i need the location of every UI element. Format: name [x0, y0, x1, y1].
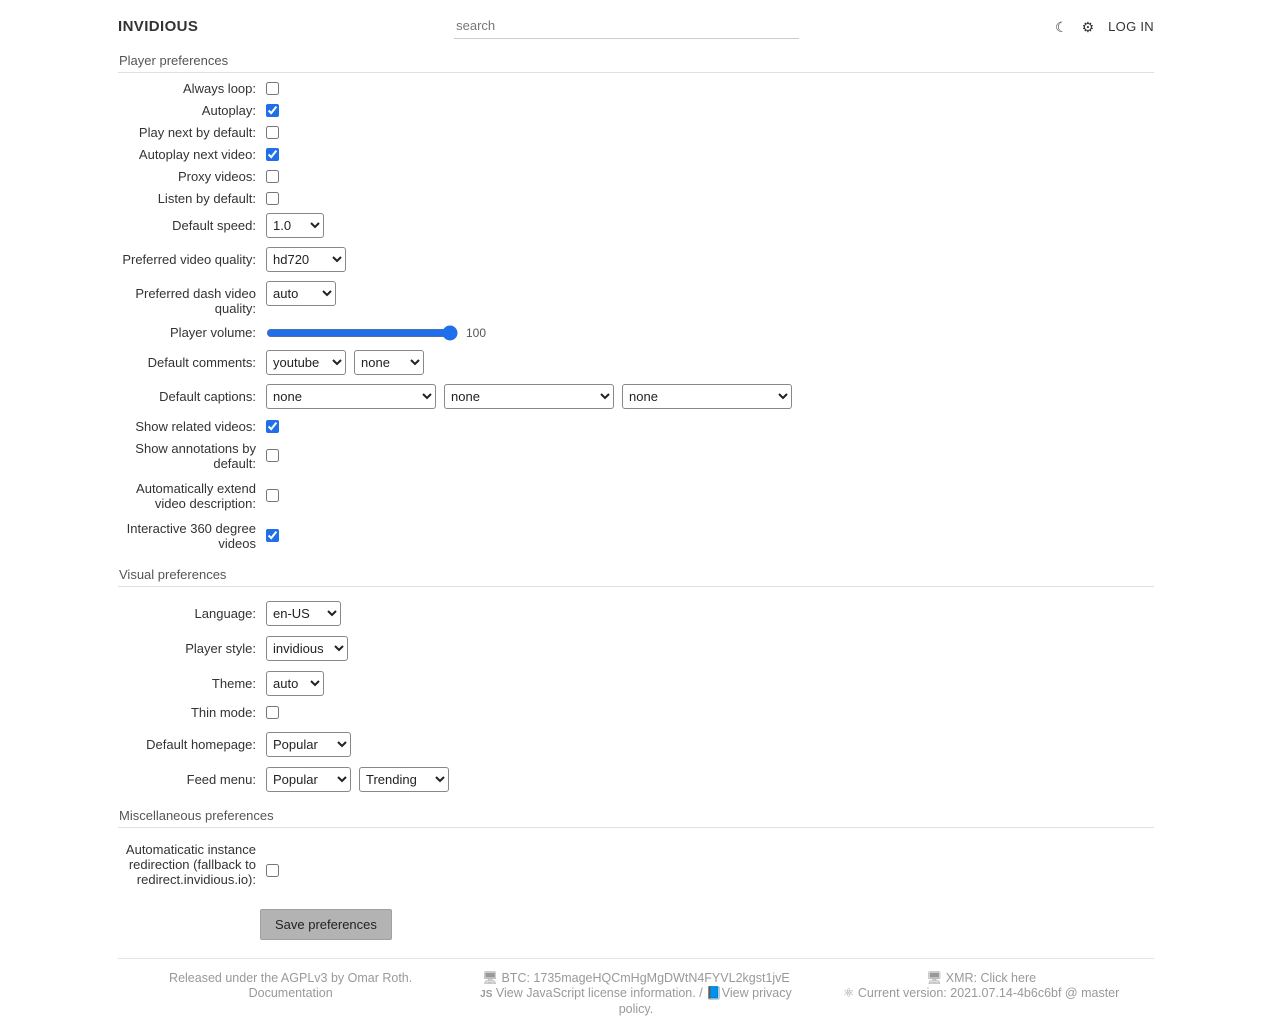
label-proxy-videos: Proxy videos: [177, 169, 256, 184]
book-icon: 📘 [706, 986, 722, 1000]
label-default-speed: Default speed: [172, 218, 256, 233]
label-listen-default: Listen by default: [157, 191, 256, 206]
label-instance-redirect: Automaticatic instance redirection (fallback to redirect.invidious.io): [125, 842, 256, 887]
js-badge-icon: JS [480, 989, 493, 1000]
footer-js-license-link[interactable]: View JavaScript license information. [495, 986, 696, 1000]
checkbox-extend-description[interactable] [266, 489, 279, 502]
row-dash-quality [118, 281, 1154, 316]
page-footer [118, 958, 1154, 1017]
select-feed-menu-2[interactable] [359, 767, 449, 792]
select-default-homepage[interactable] [266, 732, 351, 757]
footer-right [809, 971, 1154, 1001]
label-video-quality: Preferred video quality: [122, 252, 256, 267]
github-icon: ⚛ [843, 986, 855, 1000]
label-autoplay: Autoplay: [201, 103, 256, 118]
section-title-player: Player preferences [118, 49, 1154, 73]
monitor-icon: 🖥 [482, 971, 498, 985]
select-default-comments-primary[interactable] [266, 350, 346, 375]
row-default-captions [118, 384, 1154, 409]
footer-left [118, 971, 463, 1001]
label-player-volume: Player volume: [170, 325, 256, 340]
label-default-comments: Default comments: [147, 355, 256, 370]
gear-icon[interactable]: ⚙ [1081, 18, 1095, 35]
section-title-visual: Visual preferences [118, 563, 1154, 587]
row-default-comments [118, 350, 1154, 375]
footer-xmr-link[interactable]: XMR: Click here [945, 971, 1037, 985]
row-default-homepage [118, 732, 1154, 757]
row-interactive-360 [118, 521, 1154, 551]
select-default-speed[interactable] [266, 213, 324, 238]
row-player-style [118, 636, 1154, 661]
label-annotations: Show annotations by default: [135, 441, 256, 471]
row-player-volume [118, 325, 1154, 341]
select-default-captions-1[interactable] [266, 384, 436, 409]
label-theme: Theme: [211, 676, 256, 691]
label-interactive-360: Interactive 360 degree videos [126, 521, 256, 551]
label-always-loop: Always loop: [183, 81, 256, 96]
checkbox-thin-mode[interactable] [266, 706, 279, 719]
row-thin-mode [118, 705, 1154, 720]
row-autoplay [118, 103, 1154, 118]
checkbox-interactive-360[interactable] [266, 529, 279, 542]
row-proxy-videos [118, 169, 1154, 184]
misc-preferences-section [118, 804, 1154, 887]
section-title-misc: Miscellaneous preferences [118, 804, 1154, 828]
label-play-next: Play next by default: [138, 125, 256, 140]
select-dash-quality[interactable] [266, 281, 336, 306]
select-language[interactable] [266, 601, 341, 626]
row-related-videos [118, 419, 1154, 434]
save-row [118, 909, 1154, 940]
save-preferences-button[interactable]: Save preferences [260, 909, 392, 940]
checkbox-annotations[interactable] [266, 449, 279, 462]
row-default-speed [118, 213, 1154, 238]
footer-license-text: Released under the AGPLv3 by Omar Roth. [169, 971, 413, 985]
checkbox-always-loop[interactable] [266, 82, 279, 95]
player-volume-value: 100 [466, 326, 487, 340]
search-input[interactable] [454, 14, 799, 39]
footer-documentation-link[interactable]: Documentation [248, 986, 333, 1000]
select-default-comments-secondary[interactable] [354, 350, 424, 375]
brand-logo[interactable]: INVIDIOUS [118, 18, 199, 35]
select-feed-menu-1[interactable] [266, 767, 351, 792]
select-video-quality[interactable] [266, 247, 346, 272]
search-container [198, 14, 1055, 39]
label-related-videos: Show related videos: [135, 419, 256, 434]
row-listen-default [118, 191, 1154, 206]
visual-preferences-section [118, 563, 1154, 792]
footer-separator: / [699, 986, 703, 1000]
footer-version-link[interactable]: Current version: 2021.07.14-4b6c6bf @ master [857, 986, 1120, 1000]
checkbox-proxy-videos[interactable] [266, 170, 279, 183]
footer-btc-link[interactable]: BTC: 1735mageHQCmHgMgDWtN4FYVL2kgst1jvE [501, 971, 790, 985]
checkbox-instance-redirect[interactable] [266, 864, 279, 877]
checkbox-listen-default[interactable] [266, 192, 279, 205]
footer-center [463, 971, 808, 1017]
label-dash-quality: Preferred dash video quality: [135, 286, 256, 316]
moon-icon[interactable]: ☾ [1055, 18, 1068, 35]
player-preferences-section [118, 49, 1154, 551]
label-thin-mode: Thin mode: [190, 705, 256, 720]
row-instance-redirect [118, 842, 1154, 887]
footer-privacy-link[interactable]: View privacy policy. [618, 986, 792, 1016]
save-spacer [118, 909, 260, 940]
row-autoplay-next [118, 147, 1154, 162]
row-extend-description [118, 481, 1154, 511]
row-theme [118, 671, 1154, 696]
row-feed-menu [118, 767, 1154, 792]
checkbox-autoplay-next[interactable] [266, 148, 279, 161]
top-navbar [0, 0, 1272, 49]
row-play-next [118, 125, 1154, 140]
select-default-captions-3[interactable] [622, 384, 792, 409]
row-language [118, 601, 1154, 626]
navbar-actions [1055, 19, 1154, 34]
row-always-loop [118, 81, 1154, 96]
monitor-icon-xmr: 🖥 [926, 971, 943, 985]
select-default-captions-2[interactable] [444, 384, 614, 409]
label-language: Language: [194, 606, 256, 621]
select-player-style[interactable] [266, 636, 348, 661]
checkbox-autoplay[interactable] [266, 104, 279, 117]
row-video-quality [118, 247, 1154, 272]
slider-player-volume[interactable] [266, 325, 458, 341]
select-theme[interactable] [266, 671, 324, 696]
label-default-homepage: Default homepage: [146, 737, 256, 752]
checkbox-play-next[interactable] [266, 126, 279, 139]
label-default-captions: Default captions: [159, 389, 256, 404]
label-extend-description: Automatically extend video description: [136, 481, 256, 511]
label-autoplay-next: Autoplay next video: [138, 147, 256, 162]
label-feed-menu: Feed menu: [186, 772, 256, 787]
row-annotations [118, 441, 1154, 471]
label-player-style: Player style: [185, 641, 256, 656]
login-link[interactable]: LOG IN [1108, 19, 1154, 34]
checkbox-related-videos[interactable] [266, 420, 279, 433]
